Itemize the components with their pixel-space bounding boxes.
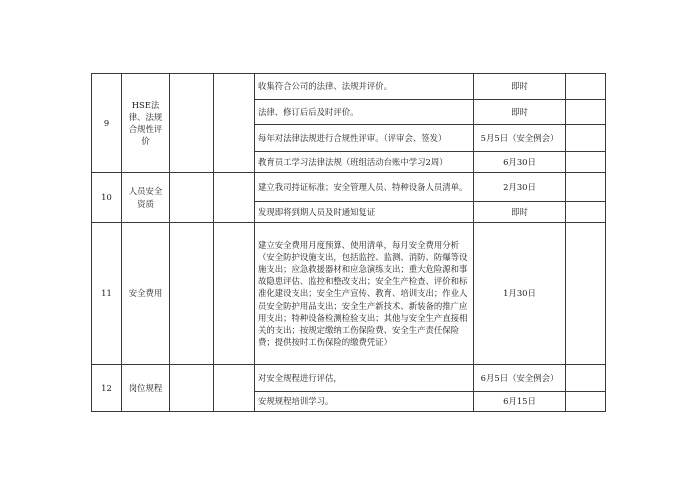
- blank-cell: [214, 223, 255, 365]
- deadline-cell: 6月30日: [474, 152, 566, 173]
- item-category: 岗位规程: [122, 365, 170, 412]
- item-number: 11: [92, 223, 122, 365]
- table-row: [92, 173, 606, 202]
- task-cell: 安规规程培训学习。: [255, 392, 474, 412]
- item-number: 9: [92, 74, 122, 173]
- blank-cell: [214, 173, 255, 223]
- item-category: 安全费用: [122, 223, 170, 365]
- table-row: [92, 74, 606, 100]
- deadline-cell: 6月5日（安全例会）: [474, 365, 566, 392]
- blank-cell: [170, 365, 214, 412]
- item-category: 人员安全资质: [122, 173, 170, 223]
- item-category: HSE法律、法规合规性评价: [122, 74, 170, 173]
- task-cell: 每年对法律法规进行合规性评审。（评审会、签发）: [255, 125, 474, 152]
- blank-cell: [566, 392, 606, 412]
- table-row: [92, 223, 606, 365]
- blank-cell: [566, 100, 606, 125]
- blank-cell: [566, 202, 606, 223]
- blank-cell: [170, 173, 214, 223]
- blank-cell: [566, 152, 606, 173]
- blank-cell: [170, 74, 214, 173]
- table-row: [92, 365, 606, 392]
- deadline-cell: 即时: [474, 100, 566, 125]
- item-number: 12: [92, 365, 122, 412]
- deadline-cell: 6月15日: [474, 392, 566, 412]
- blank-cell: [566, 223, 606, 365]
- blank-cell: [566, 74, 606, 100]
- task-cell: 建立安全费用月度预算、使用清单，每月安全费用分析（安全防护设施支出，包括监控、监测、消防、防爆等设施支出；应急救援器材和应急演练支出；重大危险源和事故隐患评估、监控和整改支出；安全生产检查、评价和标准化建设支出；安全生产宣传、教育、培训支出；作业人员安全防护用品支出；安全生产新技术、新装备的推广应用支出；特种设备检测检验支出；其他与安全生产直接相关的支出；按规定缴纳工伤保险费、安全生产责任保险费；提供按时工伤保险的缴费凭证）: [255, 223, 474, 365]
- deadline-cell: 1月30日: [474, 223, 566, 365]
- deadline-cell: 即时: [474, 202, 566, 223]
- blank-cell: [566, 365, 606, 392]
- task-cell: 建立我司持证标准；安全管理人员、特种设备人员清单。: [255, 173, 474, 202]
- task-cell: 教育员工学习法律法规（班组活动台账中学习2周）: [255, 152, 474, 173]
- task-cell: 收集符合公司的法律、法规并评价。: [255, 74, 474, 100]
- blank-cell: [566, 125, 606, 152]
- deadline-cell: 即时: [474, 74, 566, 100]
- deadline-cell: 5月5日（安全例会）: [474, 125, 566, 152]
- task-cell: 发现即将到期人员及时通知复证: [255, 202, 474, 223]
- task-cell: 法律、修订后后及时评价。: [255, 100, 474, 125]
- blank-cell: [214, 365, 255, 412]
- blank-cell: [214, 74, 255, 173]
- blank-cell: [566, 173, 606, 202]
- deadline-cell: 2月30日: [474, 173, 566, 202]
- hse-plan-table: [91, 73, 606, 412]
- blank-cell: [170, 223, 214, 365]
- item-number: 10: [92, 173, 122, 223]
- task-cell: 对安全规程进行评估，: [255, 365, 474, 392]
